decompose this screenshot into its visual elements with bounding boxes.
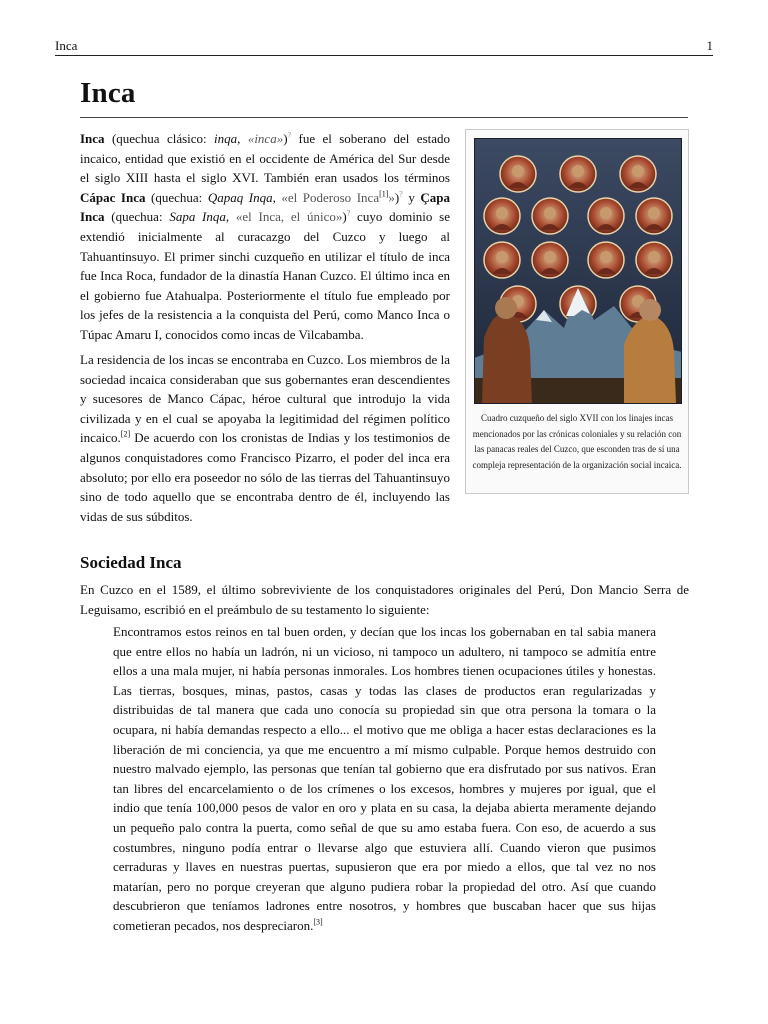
reference-link[interactable]: [1] — [379, 189, 389, 199]
ipa-help-link[interactable]: ? — [287, 130, 292, 140]
figure-caption: Cuadro cuzqueño del siglo XVII con los linajes incas mencionados por las crónicas coloniales y su relación con las panacas reales del Cuzco, que esconden tras de sí una compleja representación de la organización social incaica. — [472, 413, 682, 470]
title-divider — [80, 117, 688, 118]
portrait-face — [496, 207, 508, 219]
article-title: Inca — [80, 77, 136, 109]
portrait-face — [544, 251, 556, 263]
testament-quote: Encontramos estos reinos en tal buen orden, y decían que los incas los gobernaban en tal sabia manera que entre ellos no había un ladrón, ni un vicioso, ni tampoco un adultero, ni tampoco se admitía entre ellos a una mala mujer, ni había personas inmorales. Los hombres tienen ocupaciones útiles y honestas. Las tierras, bosques, minas, pastos, casas y todas las clases de productos eran regularizadas y distribuidas de tal manera que cada uno conocía su propiedad sin que otra persona la tomara o la ocupara, ni había demandas respecto a ello... el motivo que me obliga a hacer estas declaraciones es la liberación de mi conciencia, ya que me encuentro a mí mismo culpable. Porque hemos destruido con nuestro malvado ejemplo, las personas que tenían tal gobierno que era disfrutado por sus nativos. Eran tan libres del encarcelamiento o de los crímenes o los excesos, hombres y mujeres por igual, que el indio que tenía 100,000 pesos de valor en oro y plata en su casa, la dejaba abierta meramente dejando un pequeño palo contra la puerta, como señal de que su amo estaba fuera. Con eso, de acuerdo a sus costumbres, ninguno podía entrar o llevarse algo que estuviera allí. Cuando vieron que pusimos cerraduras y llaves en nuestras puertas, supusieron que era por miedo a ellos, que tal vez no nos matarían, pero no porque creyeran que alguno pudiera robar la propiedad del otro. Así que cuando descubrieron que teníamos ladrones entre nosotros, y hombres que buscaban hacer que sus hijas cometieran pecados, nos despreciaron.[3] — [113, 624, 656, 933]
portrait-face — [512, 165, 524, 177]
portrait-face — [648, 251, 660, 263]
section-heading: Sociedad Inca — [80, 553, 182, 572]
portrait-face — [600, 207, 612, 219]
ipa-help-link[interactable]: ? — [399, 189, 403, 199]
portrait-face — [632, 165, 644, 177]
running-header-title: Inca — [55, 38, 78, 53]
intro-paragraph: Inca (quechua clásico: inqa, «inca»)? fue el soberano del estado incaico, entidad que existió en el occidente de América del Sur desde el siglo XIII hasta el siglo XVI. También eran usados los términos Cápac Inca (quechua: Qapaq Inqa, «el Poderoso Inca[1]»)? y Çapa Inca (quechua: Sapa Inqa, «el Inca, el único»)? cuyo dominio se extendió inicialmente al curacazgo del Cuzco y luego al Tahuantinsuyo. El primer sinchi cuzqueño en utilizar el título de inca fue Inca Roca, fundador de la dinastía Hanan Cuzco. El último inca en el gobierno fue Atahualpa. Posteriormente el título fue empleado por los jefes de la resistencia a la conquista del Perú, como Manco Inca o Túpac Amaru I, conocidos como incas de Vilcabamba. — [80, 130, 451, 342]
portrait-face — [544, 207, 556, 219]
section-paragraph: En Cuzco en el 1589, el último sobreviviente de los conquistadores originales del Perú, Don Mancio Serra de Leguisamo, escribió en el preámbulo de su testamento lo siguiente: — [80, 582, 689, 617]
portrait-face — [600, 251, 612, 263]
running-header — [55, 40, 713, 56]
portrait-face — [572, 165, 584, 177]
portrait-face — [496, 251, 508, 263]
reference-link[interactable]: [3] — [313, 917, 323, 927]
inca-lineage-painting[interactable] — [474, 138, 682, 404]
body-paragraph: La residencia de los incas se encontraba en Cuzco. Los miembros de la sociedad incaica consideraban que sus gobernantes eran descendientes y sucesores de Manco Cápac, héroe cultural que introdujo la vida civilizada y en el cual se apoyaba la legitimidad del régimen político incaico.[2] De acuerdo con los cronistas de Indias y los testimonios de algunos conquistadores como Francisco Pizarro, el poder del inca era absoluto; por ello era poseedor no sólo de las tierras del Tahuantinsuyo sino de todo aquello que se encontraba dentro de él, incluyendo las vidas de sus súbditos. — [80, 352, 450, 524]
page-number: 1 — [706, 38, 713, 53]
portrait-face — [648, 207, 660, 219]
reference-link[interactable]: [2] — [120, 430, 131, 440]
figure-thumbnail — [465, 129, 689, 494]
ipa-help-link[interactable]: ? — [346, 209, 351, 219]
